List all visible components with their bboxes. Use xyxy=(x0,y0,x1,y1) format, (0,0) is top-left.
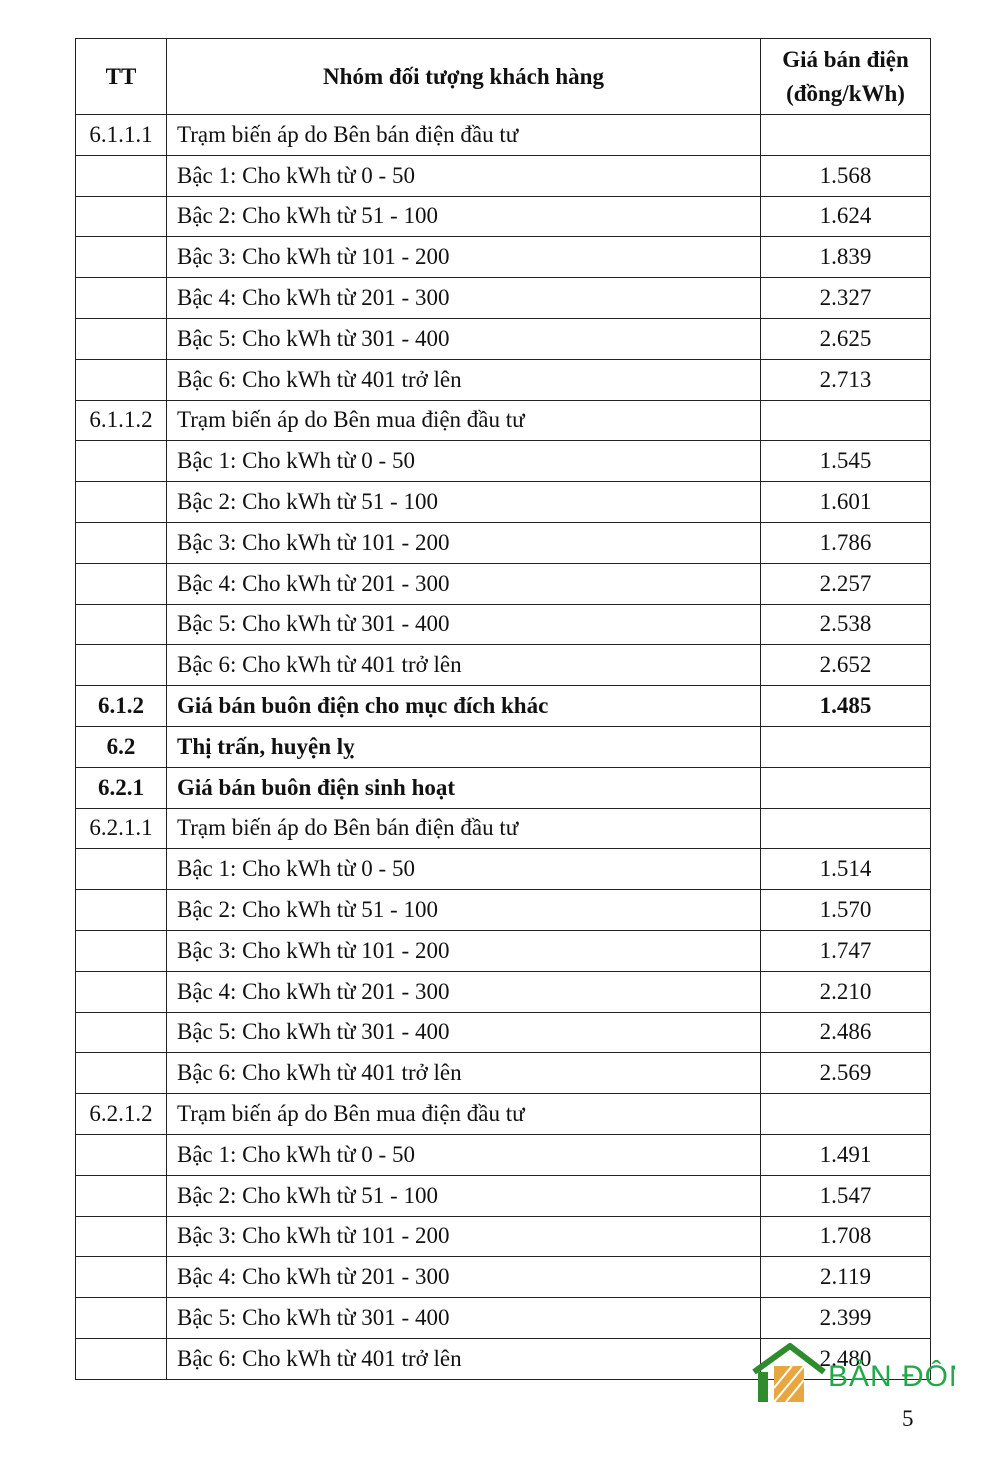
row-name: Trạm biến áp do Bên mua điện đầu tư xyxy=(167,400,761,441)
row-name: Bậc 4: Cho kWh từ 201 - 300 xyxy=(167,1257,761,1298)
table-row xyxy=(76,808,931,849)
row-price: 1.747 xyxy=(761,930,931,971)
row-price: 2.625 xyxy=(761,318,931,359)
row-name: Bậc 5: Cho kWh từ 301 - 400 xyxy=(167,318,761,359)
table-row xyxy=(76,1216,931,1257)
row-tt xyxy=(76,359,167,400)
table-row xyxy=(76,1094,931,1135)
row-name: Bậc 1: Cho kWh từ 0 - 50 xyxy=(167,1134,761,1175)
row-price: 2.119 xyxy=(761,1257,931,1298)
header-price-line1: Giá bán điện xyxy=(782,46,909,72)
row-name: Bậc 5: Cho kWh từ 301 - 400 xyxy=(167,604,761,645)
row-tt xyxy=(76,1134,167,1175)
row-name: Bậc 2: Cho kWh từ 51 - 100 xyxy=(167,1175,761,1216)
page-number: 5 xyxy=(902,1406,914,1431)
row-name: Bậc 3: Cho kWh từ 101 - 200 xyxy=(167,1216,761,1257)
table-row xyxy=(76,563,931,604)
row-tt: 6.1.1.2 xyxy=(76,400,167,441)
row-tt xyxy=(76,971,167,1012)
row-price xyxy=(761,115,931,156)
row-price: 1.601 xyxy=(761,482,931,523)
row-price: 2.210 xyxy=(761,971,931,1012)
row-name: Bậc 1: Cho kWh từ 0 - 50 xyxy=(167,155,761,196)
row-name: Bậc 4: Cho kWh từ 201 - 300 xyxy=(167,278,761,319)
table-header-row xyxy=(76,39,931,115)
table-row xyxy=(76,1134,931,1175)
table-row xyxy=(76,726,931,767)
table-row xyxy=(76,237,931,278)
row-tt xyxy=(76,1257,167,1298)
table-row xyxy=(76,1012,931,1053)
row-price: 1.491 xyxy=(761,1134,931,1175)
table-row xyxy=(76,522,931,563)
table-row xyxy=(76,686,931,727)
table-row xyxy=(76,1053,931,1094)
row-tt xyxy=(76,645,167,686)
row-name: Giá bán buôn điện cho mục đích khác xyxy=(167,686,761,727)
row-name: Bậc 3: Cho kWh từ 101 - 200 xyxy=(167,237,761,278)
row-tt xyxy=(76,604,167,645)
header-price-line2: (đồng/kWh) xyxy=(786,80,905,106)
row-name: Trạm biến áp do Bên bán điện đầu tư xyxy=(167,808,761,849)
table-row xyxy=(76,971,931,1012)
table-row xyxy=(76,155,931,196)
table-row xyxy=(76,645,931,686)
header-price xyxy=(761,39,931,115)
table-body xyxy=(76,115,931,1380)
row-price xyxy=(761,1094,931,1135)
row-name: Bậc 5: Cho kWh từ 301 - 400 xyxy=(167,1298,761,1339)
row-tt xyxy=(76,1053,167,1094)
table-row xyxy=(76,604,931,645)
row-tt xyxy=(76,1338,167,1379)
row-price xyxy=(761,808,931,849)
row-price: 2.569 xyxy=(761,1053,931,1094)
row-name: Bậc 1: Cho kWh từ 0 - 50 xyxy=(167,849,761,890)
table-row xyxy=(76,400,931,441)
row-tt: 6.2.1.1 xyxy=(76,808,167,849)
row-tt xyxy=(76,278,167,319)
row-tt xyxy=(76,196,167,237)
row-name: Bậc 3: Cho kWh từ 101 - 200 xyxy=(167,930,761,971)
table-row xyxy=(76,196,931,237)
row-price: 1.839 xyxy=(761,237,931,278)
table-row xyxy=(76,930,931,971)
row-price: 1.547 xyxy=(761,1175,931,1216)
row-name: Thị trấn, huyện lỵ xyxy=(167,726,761,767)
row-price: 1.545 xyxy=(761,441,931,482)
row-name: Bậc 1: Cho kWh từ 0 - 50 xyxy=(167,441,761,482)
table-row xyxy=(76,441,931,482)
row-tt xyxy=(76,441,167,482)
table-row xyxy=(76,278,931,319)
row-price xyxy=(761,767,931,808)
row-name: Bậc 2: Cho kWh từ 51 - 100 xyxy=(167,196,761,237)
row-name: Bậc 6: Cho kWh từ 401 trở lên xyxy=(167,1338,761,1379)
row-tt: 6.1.1.1 xyxy=(76,115,167,156)
table-row xyxy=(76,318,931,359)
row-price: 2.652 xyxy=(761,645,931,686)
row-name: Trạm biến áp do Bên mua điện đầu tư xyxy=(167,1094,761,1135)
row-price: 2.538 xyxy=(761,604,931,645)
ban-don-logo xyxy=(750,1342,955,1404)
row-price: 1.568 xyxy=(761,155,931,196)
row-tt xyxy=(76,563,167,604)
row-name: Bậc 6: Cho kWh từ 401 trở lên xyxy=(167,359,761,400)
row-tt xyxy=(76,890,167,931)
house-icon xyxy=(750,1342,955,1404)
table-row xyxy=(76,1175,931,1216)
row-name: Bậc 3: Cho kWh từ 101 - 200 xyxy=(167,522,761,563)
row-price: 1.485 xyxy=(761,686,931,727)
row-name: Bậc 4: Cho kWh từ 201 - 300 xyxy=(167,971,761,1012)
row-tt: 6.2.1 xyxy=(76,767,167,808)
row-price: 1.624 xyxy=(761,196,931,237)
table-row xyxy=(76,115,931,156)
row-tt xyxy=(76,1216,167,1257)
table-row xyxy=(76,482,931,523)
row-price: 2.713 xyxy=(761,359,931,400)
row-name: Bậc 2: Cho kWh từ 51 - 100 xyxy=(167,890,761,931)
row-price: 1.570 xyxy=(761,890,931,931)
row-name: Bậc 5: Cho kWh từ 301 - 400 xyxy=(167,1012,761,1053)
row-tt xyxy=(76,155,167,196)
table-row xyxy=(76,849,931,890)
row-name: Bậc 6: Cho kWh từ 401 trở lên xyxy=(167,1053,761,1094)
row-name: Bậc 6: Cho kWh từ 401 trở lên xyxy=(167,645,761,686)
row-price: 1.786 xyxy=(761,522,931,563)
row-name: Bậc 4: Cho kWh từ 201 - 300 xyxy=(167,563,761,604)
row-name: Trạm biến áp do Bên bán điện đầu tư xyxy=(167,115,761,156)
row-tt: 6.2 xyxy=(76,726,167,767)
row-price: 2.480 xyxy=(761,1338,931,1379)
row-price: 1.708 xyxy=(761,1216,931,1257)
row-tt xyxy=(76,522,167,563)
row-price: 2.257 xyxy=(761,563,931,604)
logo-text: BẢN ĐÔ xyxy=(828,1360,950,1393)
row-tt xyxy=(76,849,167,890)
table-row xyxy=(76,1298,931,1339)
row-price xyxy=(761,726,931,767)
row-price: 2.399 xyxy=(761,1298,931,1339)
row-tt: 6.1.2 xyxy=(76,686,167,727)
row-tt xyxy=(76,1298,167,1339)
header-group: Nhóm đối tượng khách hàng xyxy=(167,39,761,115)
row-name: Bậc 2: Cho kWh từ 51 - 100 xyxy=(167,482,761,523)
row-price: 1.514 xyxy=(761,849,931,890)
row-price: 2.327 xyxy=(761,278,931,319)
header-tt: TT xyxy=(76,39,167,115)
row-tt xyxy=(76,1012,167,1053)
row-name: Giá bán buôn điện sinh hoạt xyxy=(167,767,761,808)
row-price: 2.486 xyxy=(761,1012,931,1053)
table-row xyxy=(76,359,931,400)
row-tt xyxy=(76,318,167,359)
table-row xyxy=(76,1257,931,1298)
table-row xyxy=(76,767,931,808)
row-price xyxy=(761,400,931,441)
row-tt xyxy=(76,930,167,971)
row-tt xyxy=(76,1175,167,1216)
row-tt: 6.2.1.2 xyxy=(76,1094,167,1135)
table-row xyxy=(76,890,931,931)
row-tt xyxy=(76,237,167,278)
price-table xyxy=(75,38,931,1380)
row-tt xyxy=(76,482,167,523)
